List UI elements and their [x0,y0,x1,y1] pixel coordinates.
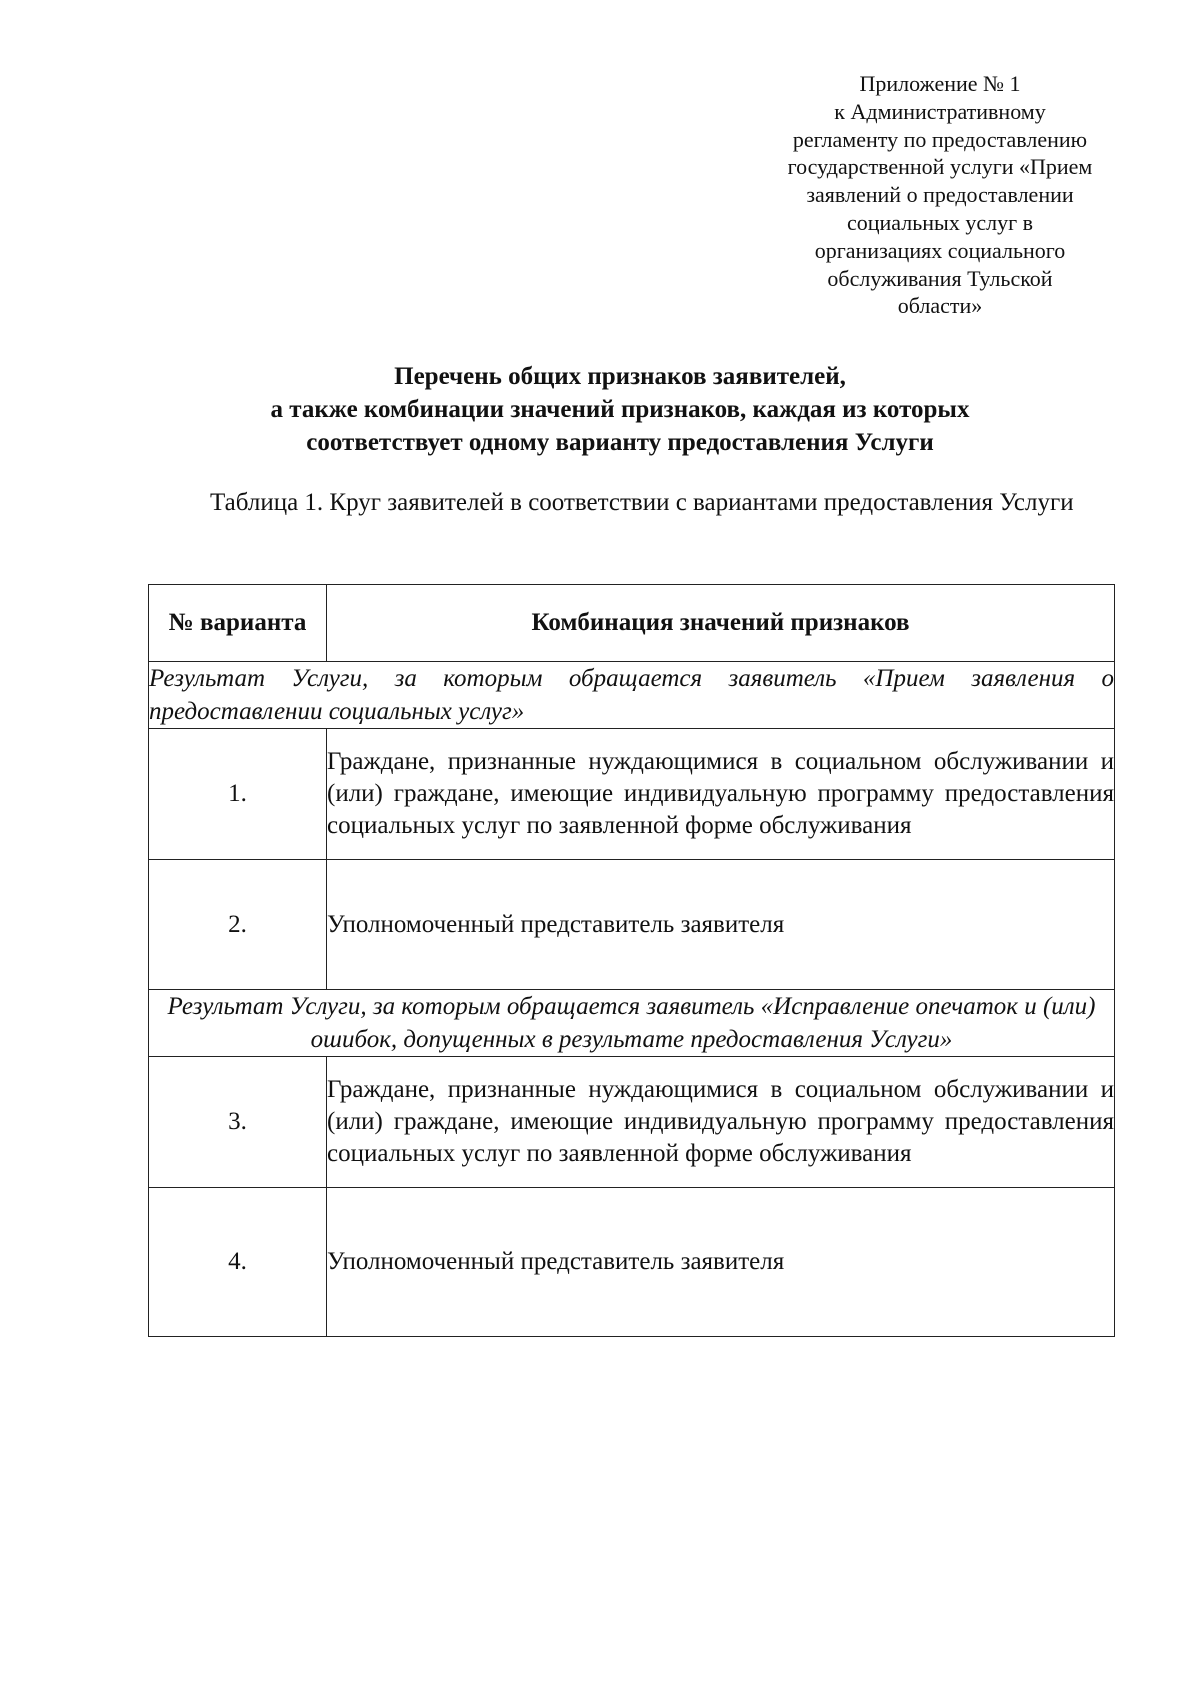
header-combination: Комбинация значений признаков [327,585,1115,662]
appendix-line: к Административному [834,98,1046,124]
table-caption: Таблица 1. Круг заявителей в соответствии с вариантами предоставления Услуги [210,489,1074,516]
document-title [140,360,1100,459]
variant-description: Граждане, признанные нуждающимися в социальном обслуживании и (или) граждане, имеющие индивидуальную программу предоставления социальных услуг по заявленной форме обслуживания [327,729,1115,860]
group-heading: Результат Услуги, за которым обращается заявитель «Исправление опечаток и (или) ошибок, допущенных в результате предоставления Услуги» [149,990,1115,1057]
variant-description: Граждане, признанные нуждающимися в социальном обслуживании и (или) граждане, имеющие индивидуальную программу предоставления социальных услуг по заявленной форме обслуживания [327,1057,1115,1188]
table-row [149,729,1115,860]
appendix-line: регламенту по предоставлению [792,126,1088,152]
group-heading-row [149,662,1115,729]
title-line: а также комбинации значений признаков, каждая из которых [270,396,970,423]
table-row [149,860,1115,990]
header-variant-number: № варианта [149,585,327,662]
appendix-line: социальных услуг в [847,209,1033,235]
variant-number: 1. [149,729,327,860]
appendix-line: заявлений о предоставлении [806,182,1074,208]
group-heading-row [149,990,1115,1057]
appendix-block [745,70,1135,320]
appendix-line: организациях социального [814,237,1066,263]
variant-description: Уполномоченный представитель заявителя [327,860,1115,990]
variant-description: Уполномоченный представитель заявителя [327,1188,1115,1337]
title-line: соответствует одному варианту предоставления Услуги [306,429,934,456]
applicants-table [148,584,1115,1337]
group-heading: Результат Услуги, за которым обращается заявитель «Прием заявления о предоставлении социальных услуг» [149,662,1115,729]
appendix-line: Приложение № 1 [859,71,1021,96]
title-line: Перечень общих признаков заявителей, [394,363,846,390]
table-row [149,1057,1115,1188]
appendix-line: обслуживания Тульской [827,265,1053,291]
variant-number: 2. [149,860,327,990]
table-header-row [149,585,1115,662]
table-row [149,1188,1115,1337]
variant-number: 3. [149,1057,327,1188]
appendix-line: государственной услуги «Прием [787,154,1093,180]
appendix-line: области» [897,293,983,319]
variant-number: 4. [149,1188,327,1337]
